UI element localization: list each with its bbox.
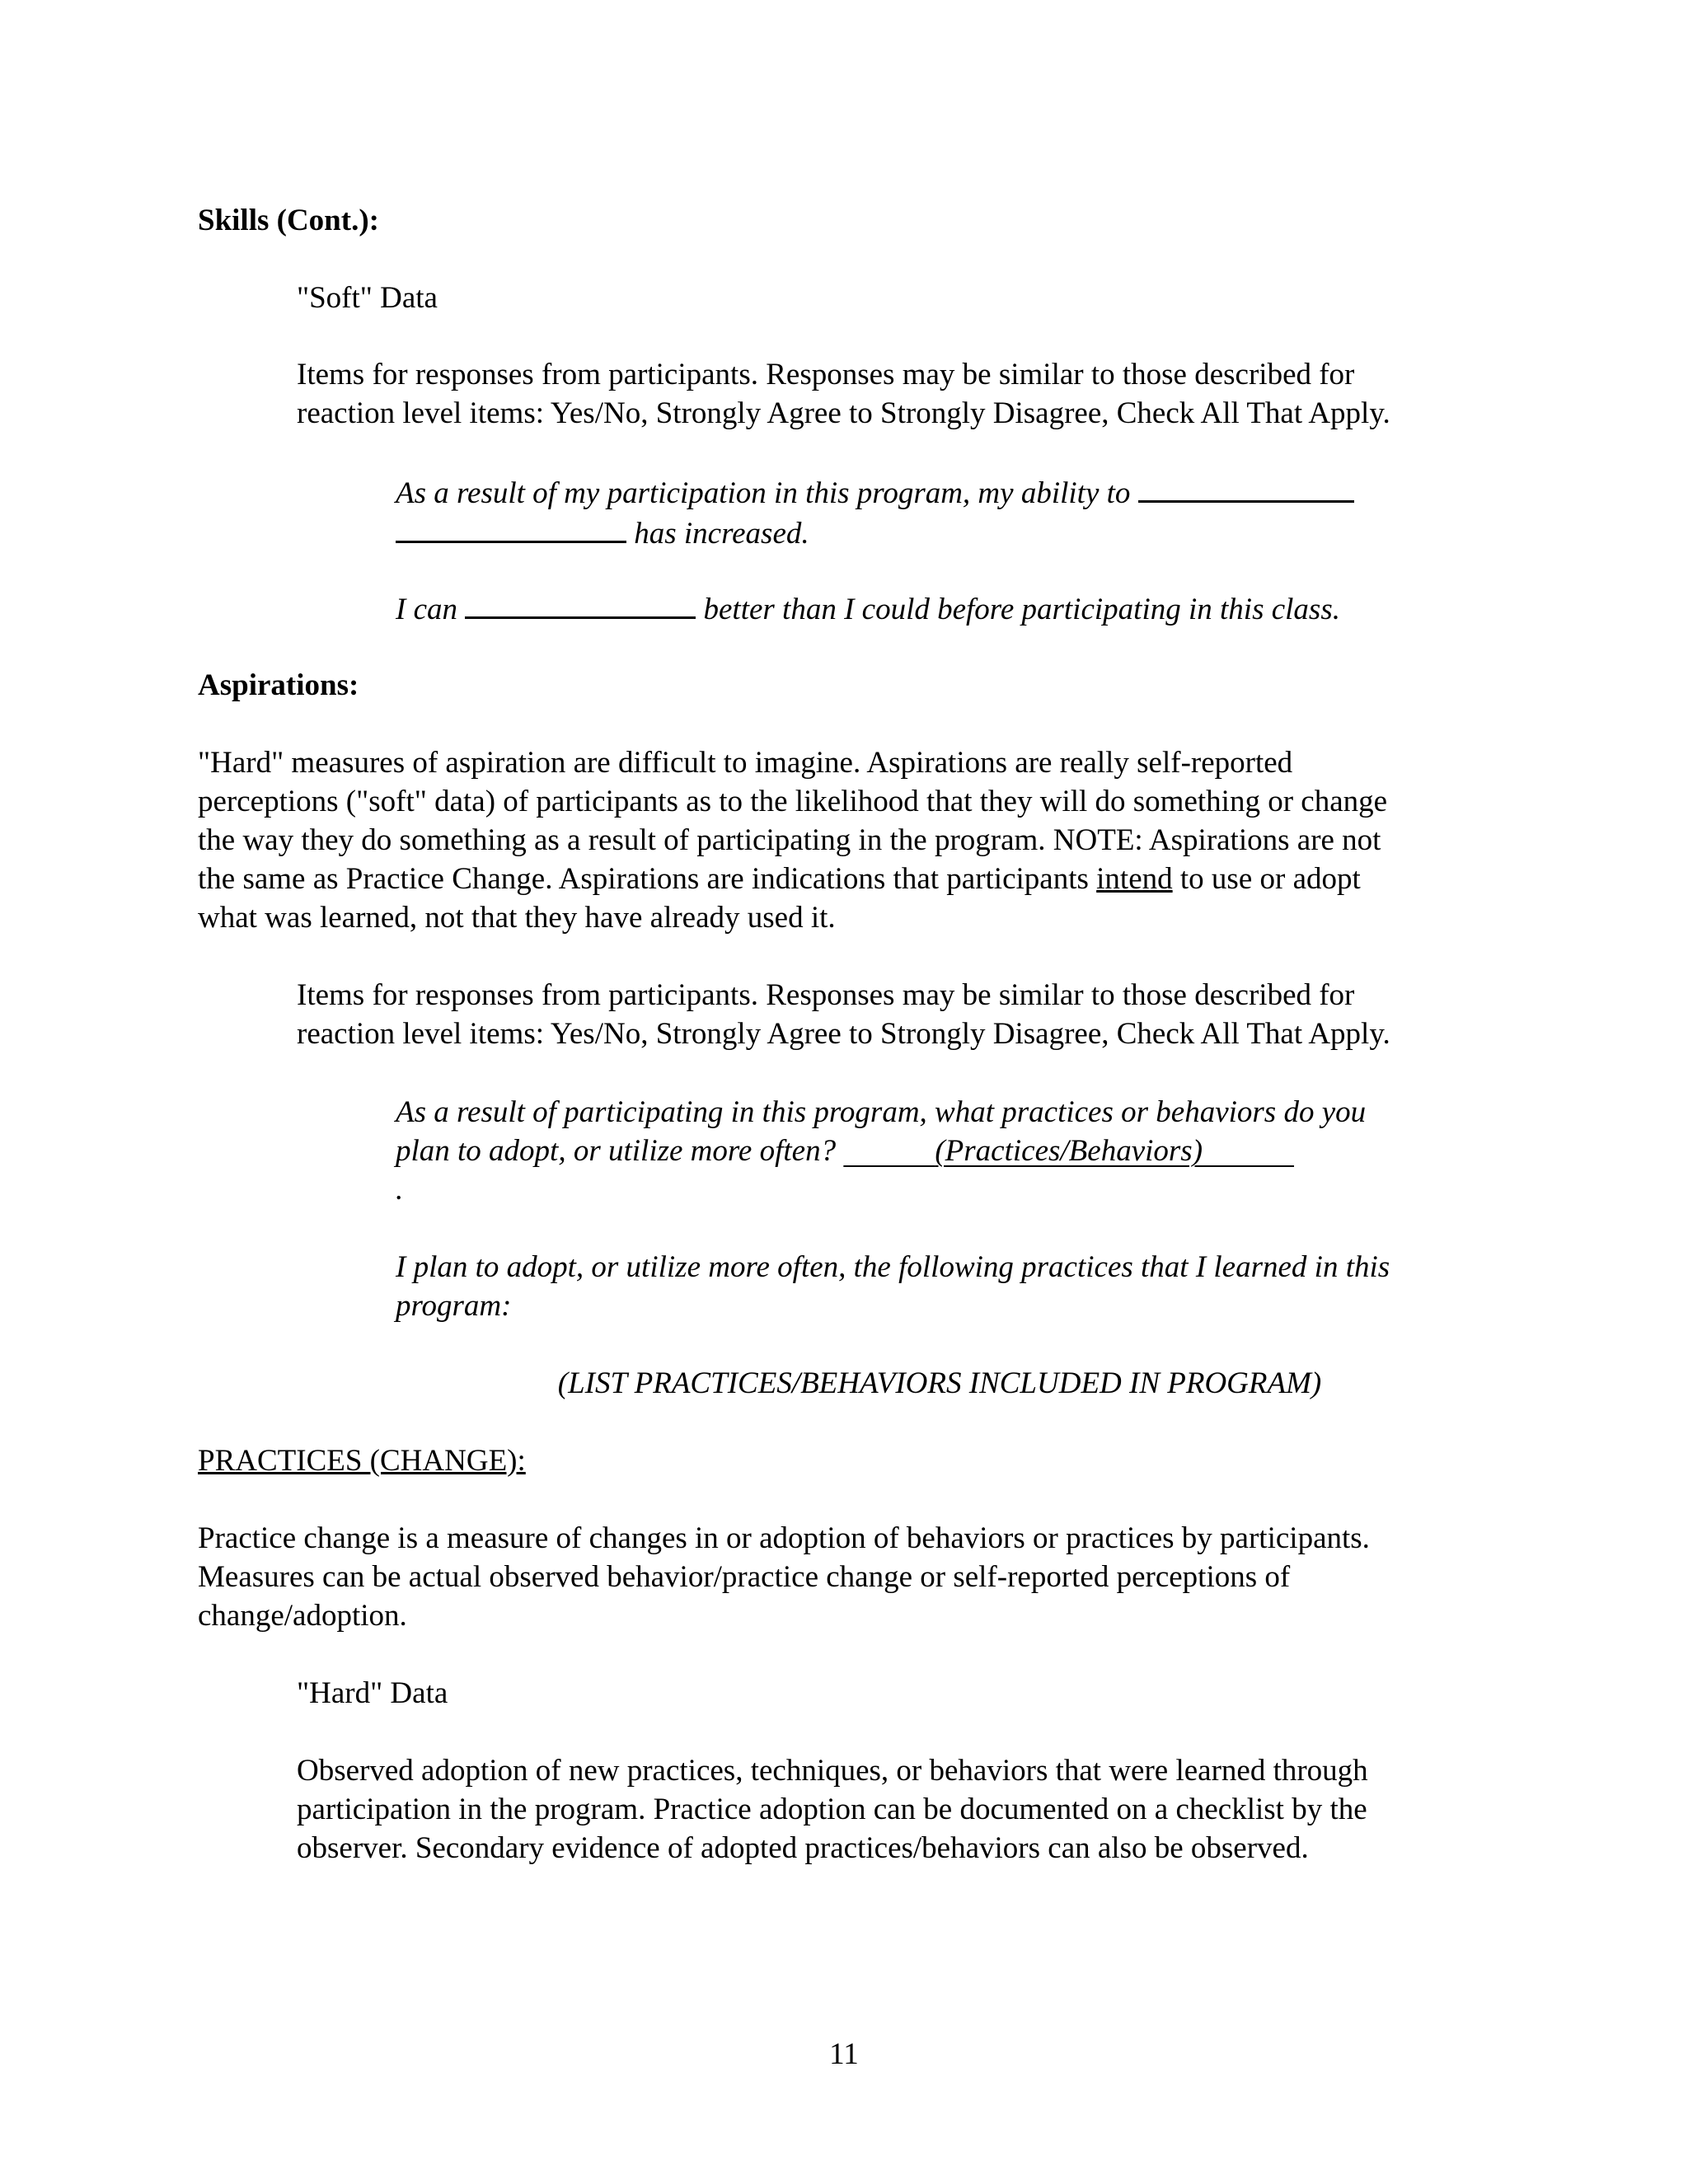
aspirations-paragraph-text: the same as Practice Change. Aspirations are indications that participants (198, 862, 1089, 896)
skills-items-intro-line: reaction level items: Yes/No, Strongly Agree to Strongly Disagree, Check All That Apply. (297, 396, 1390, 430)
practices-heading: PRACTICES (CHANGE): (198, 1444, 526, 1478)
practices-paragraph-line: Measures can be actual observed behavior/practice change or self-reported perceptions of (198, 1560, 1291, 1594)
practices-behaviors-blank (843, 1134, 1294, 1168)
practices-paragraph-line: change/adoption. (198, 1599, 407, 1633)
skills-items-intro (297, 355, 1390, 433)
aspirations-paragraph-line: what was learned, not that they have already used it. (198, 901, 836, 935)
hard-data-paragraph (297, 1751, 1368, 1868)
aspirations-example-plan-line: I plan to adopt, or utilize more often, the following practices that I learned in this (396, 1250, 1390, 1284)
aspirations-paragraph (198, 743, 1387, 937)
aspirations-example-plan-line: program: (396, 1289, 512, 1323)
practices-paragraph (198, 1519, 1370, 1635)
hard-data-paragraph-line: observer. Secondary evidence of adopted practices/behaviors can also be observed. (297, 1831, 1309, 1865)
skills-example-ability (396, 472, 1354, 553)
hard-data-paragraph-line: participation in the program. Practice adoption can be documented on a checklist by the (297, 1793, 1367, 1826)
soft-data-label: "Soft" Data (297, 281, 438, 315)
aspirations-example-plan (396, 1248, 1390, 1325)
answer-blank (396, 513, 626, 543)
hard-data-paragraph-line: Observed adoption of new practices, techniques, or behaviors that were learned through (297, 1754, 1368, 1788)
answer-blank (465, 588, 696, 619)
aspirations-heading: Aspirations: (198, 668, 359, 702)
aspirations-items-intro-line: Items for responses from participants. Responses may be similar to those described for (297, 978, 1355, 1012)
aspirations-items-intro-line: reaction level items: Yes/No, Strongly Agree to Strongly Disagree, Check All That Apply. (297, 1017, 1390, 1051)
skills-items-intro-line: Items for responses from participants. Responses may be similar to those described for (297, 358, 1355, 391)
intend-emphasis: intend (1096, 862, 1173, 896)
list-practices-placeholder: (LIST PRACTICES/BEHAVIORS INCLUDED IN PROGRAM) (557, 1366, 1322, 1400)
practices-behaviors-fill: (Practices/Behaviors) (935, 1134, 1203, 1168)
answer-blank (1138, 472, 1354, 503)
skills-example-ican (396, 588, 1340, 629)
skills-example-ican-end: better than I could before participating in this class. (703, 593, 1340, 626)
aspirations-paragraph-line: "Hard" measures of aspiration are difficult to imagine. Aspirations are really self-reported (198, 746, 1293, 780)
aspirations-items-intro (297, 976, 1390, 1053)
aspirations-paragraph-line: the way they do something as a result of participating in the program. NOTE: Aspirations are not (198, 823, 1381, 857)
aspirations-example-question: plan to adopt, or utilize more often? (396, 1134, 837, 1168)
trailing-period: . (396, 1173, 404, 1207)
aspirations-example-line: As a result of participating in this program, what practices or behaviors do you (396, 1095, 1367, 1129)
page-number: 11 (829, 2037, 859, 2071)
practices-paragraph-line: Practice change is a measure of changes in or adoption of behaviors or practices by participants. (198, 1521, 1370, 1555)
skills-example-ability-text: As a result of my participation in this program, my ability to (396, 476, 1131, 510)
skills-example-ability-end: has increased. (634, 517, 809, 551)
skills-example-ican-start: I can (396, 593, 457, 626)
aspirations-paragraph-text: to use or adopt (1179, 862, 1361, 896)
skills-heading: Skills (Cont.): (198, 204, 379, 237)
hard-data-label: "Hard" Data (297, 1676, 448, 1710)
aspirations-example-practices (396, 1093, 1366, 1209)
aspirations-paragraph-line: perceptions ("soft" data) of participants as to the likelihood that they will do something or change (198, 785, 1388, 818)
